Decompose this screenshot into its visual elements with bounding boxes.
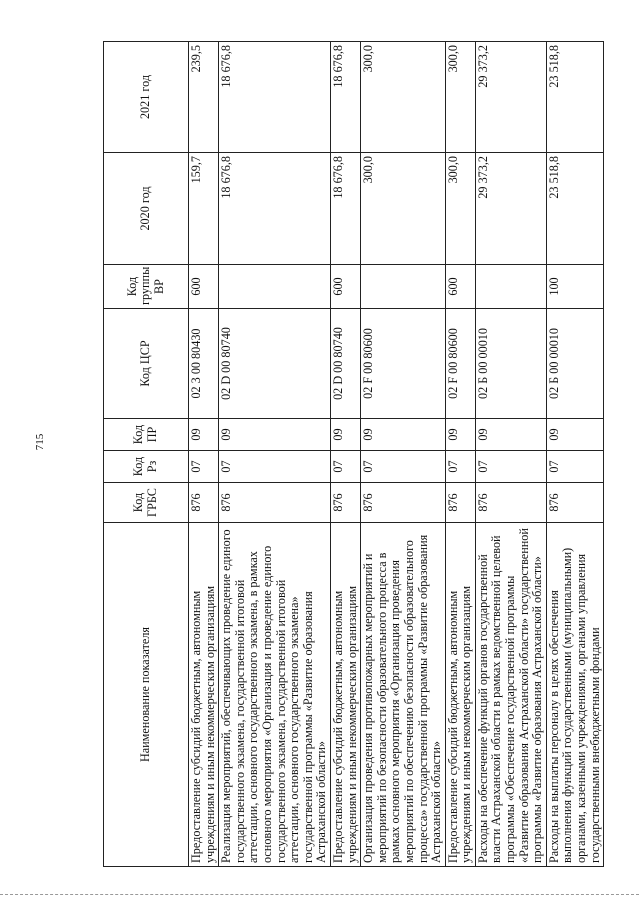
table-header-row [104, 42, 189, 867]
row-vr [219, 265, 331, 309]
row-2020: 300,0 [445, 153, 475, 265]
budget-table [103, 41, 604, 867]
row-2021: 18 676,8 [219, 42, 331, 153]
row-2021: 18 676,8 [330, 42, 360, 153]
row-csr: 02 D 00 80740 [330, 309, 360, 419]
row-csr: 02 Б 00 00010 [475, 309, 546, 419]
row-2021: 23 518,8 [546, 42, 603, 153]
row-2021: 300,0 [445, 42, 475, 153]
row-vr: 600 [189, 265, 219, 309]
row-grbs: 876 [330, 483, 360, 523]
table-row [361, 42, 446, 867]
header-name: Наименование показателя [104, 523, 189, 867]
row-pr: 09 [189, 419, 219, 451]
header-grbs: Код ГРБС [104, 483, 189, 523]
header-rz: Код Рз [104, 451, 189, 483]
row-name: Реализация мероприятий, обеспечивающих проведение единого государственного экзамена, государственной итоговой аттестации, основного государственного экзамена, в рамках основного мероприятия «Организация и проведение единого государственного экзамена, государственной итоговой аттестации, основного государственного экзамена» государственной программы «Развитие образования Астраханской области» [219, 523, 331, 867]
table-row [546, 42, 603, 867]
header-2021: 2021 год [104, 42, 189, 153]
row-name: Расходы на обеспечение функций органов государственной власти Астраханской области в рамках ведомственной целевой программы «Обеспечение государственной программы «Развитие образования Астраханской области» государственной программы «Развитие образования Астраханской области» [475, 523, 546, 867]
row-grbs: 876 [219, 483, 331, 523]
row-2020: 23 518,8 [546, 153, 603, 265]
row-2021: 239,5 [189, 42, 219, 153]
page-bottom-edge [0, 894, 639, 895]
row-vr: 600 [330, 265, 360, 309]
table-row [219, 42, 331, 867]
row-rz: 07 [475, 451, 546, 483]
row-csr: 02 3 00 80430 [189, 309, 219, 419]
row-rz: 07 [546, 451, 603, 483]
row-grbs: 876 [189, 483, 219, 523]
row-rz: 07 [445, 451, 475, 483]
table-row [475, 42, 546, 867]
rotated-table-container [103, 42, 602, 867]
row-pr: 09 [330, 419, 360, 451]
row-rz: 07 [189, 451, 219, 483]
row-pr: 09 [475, 419, 546, 451]
row-grbs: 876 [361, 483, 446, 523]
row-rz: 07 [361, 451, 446, 483]
row-rz: 07 [219, 451, 331, 483]
row-2020: 29 373,2 [475, 153, 546, 265]
row-vr [475, 265, 546, 309]
row-pr: 09 [219, 419, 331, 451]
row-name: Предоставление субсидий бюджетным, автономным учреждениям и иным некоммерческим организациям [189, 523, 219, 867]
row-grbs: 876 [546, 483, 603, 523]
row-2020: 18 676,8 [330, 153, 360, 265]
header-vr: Код группы ВР [104, 265, 189, 309]
row-name: Предоставление субсидий бюджетным, автономным учреждениям и иным некоммерческим организациям [445, 523, 475, 867]
table-row [445, 42, 475, 867]
row-pr: 09 [361, 419, 446, 451]
page-number: 715 [34, 433, 46, 451]
row-2020: 300,0 [361, 153, 446, 265]
table-row [330, 42, 360, 867]
row-grbs: 876 [475, 483, 546, 523]
row-vr [361, 265, 446, 309]
row-2020: 18 676,8 [219, 153, 331, 265]
row-pr: 09 [445, 419, 475, 451]
row-name: Организация проведения противопожарных мероприятий и мероприятий по безопасности образовательного процесса в рамках основного мероприятия «Организация проведения мероприятий по обеспечению безопасности образовательного процесса» государственной программы «Развитие образования Астраханской области» [361, 523, 446, 867]
row-csr: 02 D 00 80740 [219, 309, 331, 419]
header-pr: Код ПР [104, 419, 189, 451]
header-csr: Код ЦСР [104, 309, 189, 419]
row-name: Расходы на выплаты персоналу в целях обеспечения выполнения функций государственными (муниципальными) органами, казенными учреждениями, органами управления государственными внебюджетными фондами [546, 523, 603, 867]
row-csr: 02 F 00 80600 [445, 309, 475, 419]
row-grbs: 876 [445, 483, 475, 523]
table-row [189, 42, 219, 867]
row-rz: 07 [330, 451, 360, 483]
row-2020: 159,7 [189, 153, 219, 265]
header-2020: 2020 год [104, 153, 189, 265]
row-2021: 29 373,2 [475, 42, 546, 153]
row-vr: 100 [546, 265, 603, 309]
row-csr: 02 Б 00 00010 [546, 309, 603, 419]
row-csr: 02 F 00 80600 [361, 309, 446, 419]
row-pr: 09 [546, 419, 603, 451]
row-2021: 300,0 [361, 42, 446, 153]
row-vr: 600 [445, 265, 475, 309]
row-name: Предоставление субсидий бюджетным, автономным учреждениям и иным некоммерческим организациям [330, 523, 360, 867]
